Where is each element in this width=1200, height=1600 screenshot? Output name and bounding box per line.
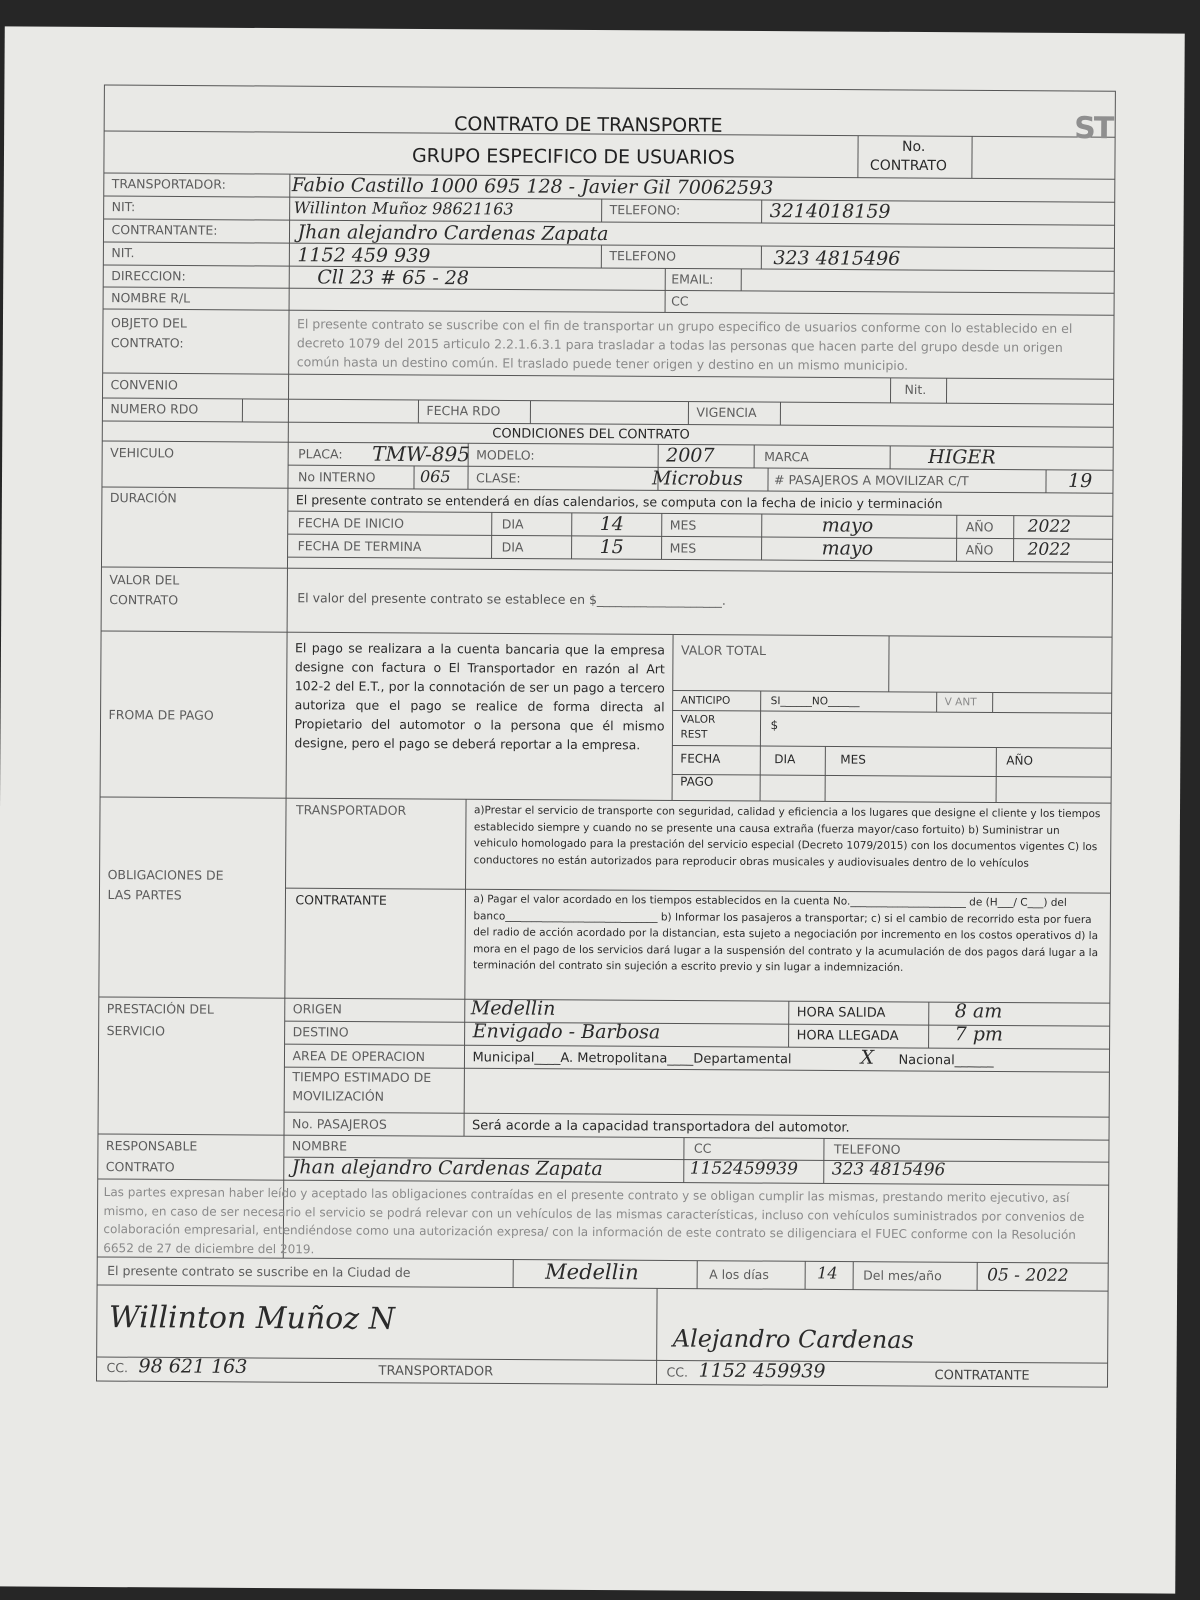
origen-value: Medellin (470, 997, 556, 1020)
transportador-oblig-text: a)Prestar el servicio de transporte con seguridad, calidad y eficiencia a los lugares que designe el cliente y los tiempos establecido siempre y cuando no se presente una causa extraña (fuerza mayor/caso fortuito) b) Suministrar un vehiculo homologado para la prestación del servicio especial (Decreto 1079/2015) con los documentos vigentes C) los conductores no están autorizados para reproducir obras musicales y audiovisuales dentro de lo vehículos (473, 804, 1101, 870)
nit-label: NIT: (111, 199, 136, 215)
placa-value: TMW-895 (372, 441, 471, 467)
valor-label-2: CONTRATO (109, 592, 179, 608)
valor-total-label: VALOR TOTAL (680, 642, 767, 659)
ciudad-value: Medellin (545, 1259, 639, 1285)
interno-value: 065 (419, 466, 451, 487)
responsable-label-1: RESPONSABLE (105, 1138, 198, 1154)
obligaciones-label-2: LAS PARTES (107, 887, 182, 903)
area-nacional: Nacional______ (898, 1052, 994, 1069)
origen-label: ORIGEN (292, 1001, 342, 1017)
termina-mes-label: MES (669, 540, 697, 556)
modelo-value: 2007 (666, 444, 715, 467)
pago-dia-label: DIA (774, 752, 796, 767)
resp-telefono-value: 323 4815496 (831, 1159, 946, 1181)
contratante-value: Jhan alejandro Cardenas Zapata (297, 221, 609, 246)
prestacion-label-1: PRESTACIÓN DEL (106, 1001, 214, 1017)
contract-title: CONTRATO DE TRANSPORTE (454, 113, 723, 137)
contratante-signature: Alejandro Cardenas (672, 1324, 914, 1354)
objeto-text: El presente contrato se suscribe con el fin de transportar un grupo especifico de usuarios conforme con lo establecido en el decreto 1079 del 2015 articulo 2.2.1.6.3.1 para trasladar a todas las personas que hacen parte del grupo desde un origen común hasta un destino común. El traslado puede tener origen y destino en un mismo municipio. (296, 316, 1073, 373)
interno-label: No INTERNO (297, 469, 376, 485)
nombre-label: NOMBRE (291, 1138, 348, 1154)
email-label: EMAIL: (671, 271, 714, 287)
duracion-text: El presente contrato se entenderá en días calendarios, se computa con la fecha de inicio y terminación (295, 492, 943, 512)
valor-rest-value: $ (770, 718, 779, 733)
no-contrato-label-2: CONTRATO (869, 157, 948, 175)
pasajeros-label: # PASAJEROS A MOVILIZAR C/T (773, 472, 969, 489)
forma-pago-text: El pago se realizara a la cuenta bancaria que la empresa designe con factura o El Transportador en razón al Art 102-2 del E.T., por la connotación de ser un pago a tercero autoriza que el pago se realice de forma directa al Propietario del automotor o la persona que él mismo designe, pero el pago se deberá reportar a la empresa. (294, 640, 666, 753)
contratante-oblig-label: CONTRATANTE (295, 892, 387, 908)
conditions-title: CONDICIONES DEL CONTRATO (492, 426, 690, 443)
nit2-label: NIT. (111, 245, 135, 261)
hora-salida-label: HORA SALIDA (796, 1005, 886, 1021)
termina-ano-label: AÑO (965, 542, 994, 558)
fecha-pago-label-1: FECHA (680, 751, 721, 766)
cc-label: CC (671, 293, 689, 309)
nit-value: Willinton Muñoz 98621163 (293, 198, 514, 219)
inicio-dia-value: 14 (599, 513, 625, 536)
left-cc-value: 98 621 163 (138, 1355, 248, 1378)
contract-sheet (0, 26, 1185, 1593)
hora-llegada-label: HORA LLEGADA (796, 1028, 899, 1044)
nit2-value: 1152 459 939 (297, 244, 431, 268)
vehiculo-label: VEHICULO (110, 445, 175, 461)
termina-dia-value: 15 (599, 536, 624, 559)
termina-ano-value: 2022 (1027, 539, 1071, 560)
dias-value: 14 (817, 1263, 838, 1283)
contract-subtitle: GRUPO ESPECIFICO DE USUARIOS (411, 144, 735, 169)
anticipo-label: ANTICIPO (680, 694, 731, 707)
obligaciones-label-1: OBLIGACIONES DE (107, 867, 224, 883)
vigencia-label: VIGENCIA (696, 404, 757, 421)
pasajeros-value: 19 (1067, 469, 1093, 493)
telefono-label: TELEFONO: (609, 202, 681, 218)
marca-value: HIGER (928, 446, 996, 469)
no-contrato-label-1: No. (902, 138, 926, 156)
direccion-label: DIRECCION: (111, 268, 186, 284)
clase-value: Microbus (651, 467, 743, 490)
nit3-label: Nit. (904, 381, 927, 398)
objeto-label-2: CONTRATO: (110, 335, 184, 351)
direccion-value: Cll 23 # 65 - 28 (317, 266, 470, 290)
ciudad-label: El presente contrato se suscribe en la Ciudad de (107, 1263, 411, 1280)
hora-salida-value: 8 am (954, 1000, 1003, 1023)
marca-label: MARCA (764, 449, 809, 465)
inicio-mes-label: MES (669, 517, 697, 533)
responsable-label-2: CONTRATO (105, 1159, 175, 1175)
fecha-termina-label: FECHA DE TERMINA (297, 538, 422, 554)
inicio-dia-label: DIA (501, 516, 524, 532)
hora-llegada-value: 7 pm (954, 1023, 1004, 1046)
nombre-value: Jhan alejandro Cardenas Zapata (291, 1156, 603, 1181)
left-role: TRANSPORTADOR (378, 1363, 494, 1380)
destino-value: Envigado - Barbosa (472, 1020, 661, 1044)
si-no-label: SI______NO______ (770, 695, 860, 708)
prestacion-label-2: SERVICIO (106, 1023, 166, 1039)
nombre-rl-label: NOMBRE R/L (111, 290, 191, 306)
telefono2-label: TELEFONO (609, 248, 677, 264)
resp-cc-value: 1152459939 (689, 1158, 799, 1180)
transportador-value: Fabio Castillo 1000 695 128 - Javier Gil 70062593 (291, 174, 774, 200)
transportador-oblig-label: TRANSPORTADOR (295, 802, 407, 818)
pago-ano-label: AÑO (1006, 753, 1033, 768)
dias-label: A los días (709, 1266, 769, 1283)
area-text: Municipal____A. Metropolitana____Departamental (472, 1050, 792, 1068)
inicio-ano-value: 2022 (1027, 516, 1072, 537)
telefono2-value: 323 4815496 (773, 247, 901, 270)
right-cc-label: CC. (666, 1364, 689, 1380)
numero-rdo-label: NUMERO RDO (110, 401, 199, 417)
telefono-value: 3214018159 (769, 200, 891, 223)
forma-pago-label: FROMA DE PAGO (108, 707, 214, 723)
mes-ano-value: 05 - 2022 (987, 1265, 1069, 1286)
valor-text: El valor del presente contrato se establece en $____________________. (297, 590, 726, 608)
no-pasajeros-label: No. PASAJEROS (292, 1116, 387, 1132)
company-logo: ST (1074, 110, 1113, 147)
fecha-pago-label-2: PAGO (680, 774, 714, 789)
valor-rest-label-2: REST (680, 728, 708, 741)
transportador-label: TRANSPORTADOR: (111, 176, 226, 192)
termina-mes-value: mayo (821, 537, 874, 560)
no-pasajeros-text: Será acorde a la capacidad transportadora del automotor. (472, 1118, 850, 1136)
objeto-label-1: OBJETO DEL (110, 315, 187, 331)
tiempo-label-1: TIEMPO ESTIMADO DE (292, 1069, 432, 1086)
destino-label: DESTINO (292, 1024, 349, 1040)
right-cc-value: 1152 459939 (698, 1359, 826, 1383)
termina-dia-label: DIA (501, 539, 524, 555)
left-cc-label: CC. (106, 1360, 129, 1376)
inicio-mes-value: mayo (821, 514, 874, 537)
v-ant-label: V ANT (944, 696, 977, 709)
fecha-rdo-label: FECHA RDO (426, 402, 501, 419)
contratante-label: CONTRANTANTE: (111, 222, 218, 238)
clase-label: CLASE: (475, 470, 521, 486)
contratante-oblig-text: a) Pagar el valor acordado en los tiempos establecidos en la cuenta No.______________________ de (H___/ C___) del banco_____________________________ b) Informar los pasajeros a transportar; c) si el cambio de recorrido esta por fuera del radio de acción acordado por la distancian, esta sujeto a negociación por incremento en los costos operativos d) la mora en el pago de los servicios dará lugar a la suspensión del contrato y la acumulación de dos pagos dará lugar a la terminación del contrato sin sujeción a escrito previo y sin lugar a indemnización. (473, 893, 1099, 974)
area-label: AREA DE OPERACION (292, 1048, 426, 1064)
inicio-ano-label: AÑO (965, 519, 994, 535)
resp-cc-label: CC (693, 1140, 712, 1156)
placa-label: PLACA: (298, 446, 343, 462)
transportador-signature: Willinton Muñoz N (108, 1300, 395, 1337)
duracion-label: DURACIÓN (109, 490, 177, 506)
pago-mes-label: MES (840, 752, 866, 767)
valor-rest-label-1: VALOR (680, 713, 716, 726)
mes-ano-label: Del mes/año (863, 1267, 942, 1284)
convenio-label: CONVENIO (110, 377, 178, 393)
fecha-inicio-label: FECHA DE INICIO (297, 515, 405, 531)
valor-label-1: VALOR DEL (109, 572, 180, 588)
area-mark: X (860, 1046, 875, 1069)
resp-telefono-label: TELEFONO (833, 1141, 901, 1157)
footer-paragraph: Las partes expresan haber leído y aceptado las obligaciones contraídas en el presente contrato y se obligan cumplir las mismas, prestando merito ejecutivo, así mismo, en caso de ser necesario el servicio se podrá relevar con un vehículos de las mismas características, incluso con vehículos suministrados por convenios de colaboración empresarial, entendiéndose como una autorización expresa/ con la información de este contrato se diligenciara el FUEC conforme con la Resolución 6652 de 27 de diciembre del 2019. (103, 1185, 1085, 1256)
modelo-label: MODELO: (476, 447, 535, 463)
right-role: CONTRATANTE (934, 1368, 1030, 1384)
tiempo-label-2: MOVILIZACIÓN (292, 1088, 385, 1104)
